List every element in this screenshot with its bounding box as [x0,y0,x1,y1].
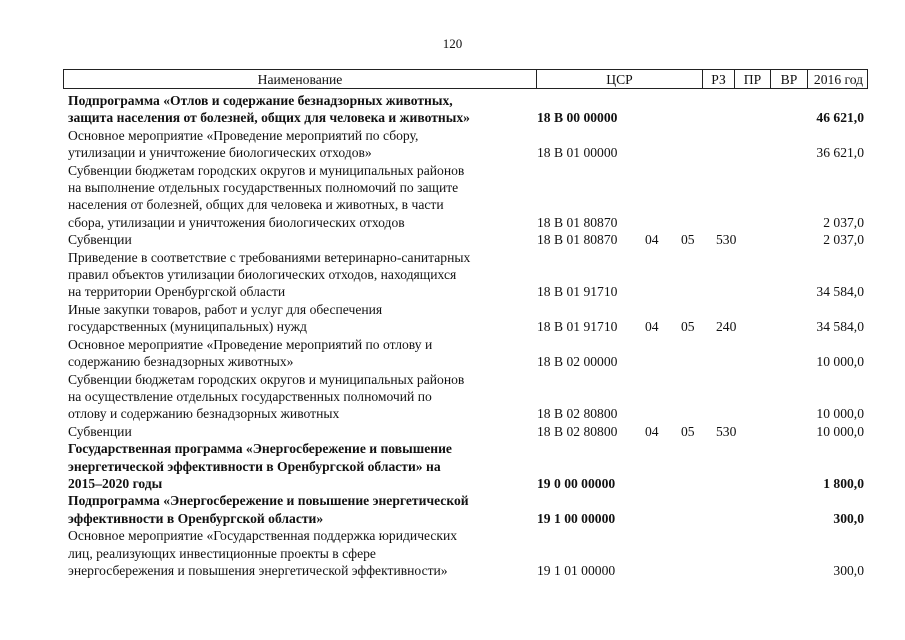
header-pr: ПР [735,70,771,88]
row-name: Приведение в соответствие с требованиями ветеринарно-санитарных правил объектов утилизации биологических отходов, находящихся на территории Оренбургской области [68,249,471,300]
row-name: Субвенции [68,423,132,439]
table-row [0,162,905,232]
table-row [0,423,905,440]
header-rz: РЗ [703,70,735,88]
header-csr: ЦСР [537,70,703,88]
row-pr: 05 [681,319,695,335]
table-row [0,301,905,336]
row-csr: 18 В 00 00000 [537,110,618,126]
header-year: 2016 год [813,72,864,87]
row-amount: 300,0 [833,562,864,578]
row-name: Подпрограмма «Отлов и содержание безнадзорных животных, защита населения от болезней, общих для человека и животных» [68,93,470,126]
row-amount: 34 584,0 [816,284,864,300]
row-rz: 04 [645,423,659,439]
row-amount: 1 800,0 [823,475,864,491]
row-vr: 240 [716,319,737,335]
row-csr: 19 1 00 00000 [537,510,616,526]
table-header [63,69,868,89]
row-csr: 18 В 02 80800 [537,423,618,439]
row-amount: 10 000,0 [816,423,864,439]
row-csr: 18 В 01 91710 [537,319,618,335]
row-amount: 46 621,0 [816,110,864,126]
row-pr: 05 [681,232,695,248]
table-row [0,92,905,127]
row-name: Основное мероприятие «Проведение мероприятий по отлову и содержанию безнадзорных животных» [68,336,433,370]
row-csr: 18 В 01 91710 [537,284,618,300]
row-csr: 18 В 01 00000 [537,145,618,161]
row-amount: 2 037,0 [823,214,864,230]
page-number: 120 [442,36,463,51]
table-row [0,492,905,527]
row-csr: 19 1 01 00000 [537,562,616,578]
table-row [0,336,905,371]
table-row [0,231,905,248]
row-csr: 18 В 02 80800 [537,406,618,422]
row-pr: 05 [681,423,695,439]
row-amount: 10 000,0 [816,354,864,370]
row-name: Основное мероприятие «Проведение мероприятий по сбору, утилизации и уничтожение биологических отходов» [68,127,419,161]
row-amount: 36 621,0 [816,145,864,161]
row-name: Иные закупки товаров, работ и услуг для обеспечения государственных (муниципальных) нужд [68,301,383,335]
row-csr: 18 В 01 80870 [537,214,618,230]
header-name: Наименование [64,70,537,88]
table-row [0,527,905,579]
row-amount: 2 037,0 [823,232,864,248]
table-row [0,249,905,301]
row-name: Государственная программа «Энергосбережение и повышение энергетической эффективности в Оренбургской области» на 2015–2020 годы [68,441,452,491]
table-row [0,371,905,423]
row-vr: 530 [716,423,737,439]
row-name: Основное мероприятие «Государственная поддержка юридических лиц, реализующих инвестиционные проекты в сфере энергосбережения и повышения энергетической эффективности» [68,528,458,578]
row-name: Подпрограмма «Энергосбережение и повышение энергетической эффективности в Оренбургской области» [68,493,469,526]
table-row [0,440,905,492]
row-rz: 04 [645,232,659,248]
row-csr: 18 В 02 00000 [537,354,618,370]
row-amount: 300,0 [833,510,864,526]
row-vr: 530 [716,232,737,248]
header-vr: ВР [771,70,808,88]
row-amount: 10 000,0 [816,406,864,422]
table-body [0,92,905,579]
table-row [0,127,905,162]
row-name: Субвенции бюджетам городских округов и муниципальных районов на выполнение отдельных государственных полномочий по защите населения от болезней, общих для человека и животных, в части сбора, утилизации и уничтожения биологических отходов [68,162,465,230]
row-csr: 18 В 01 80870 [537,232,618,248]
row-name: Субвенции бюджетам городских округов и муниципальных районов на осуществление отдельных государственных полномочий по отлову и содержанию безнадзорных животных [68,371,465,422]
row-name: Субвенции [68,232,132,248]
row-rz: 04 [645,319,659,335]
row-csr: 19 0 00 00000 [537,475,616,491]
row-amount: 34 584,0 [816,319,864,335]
